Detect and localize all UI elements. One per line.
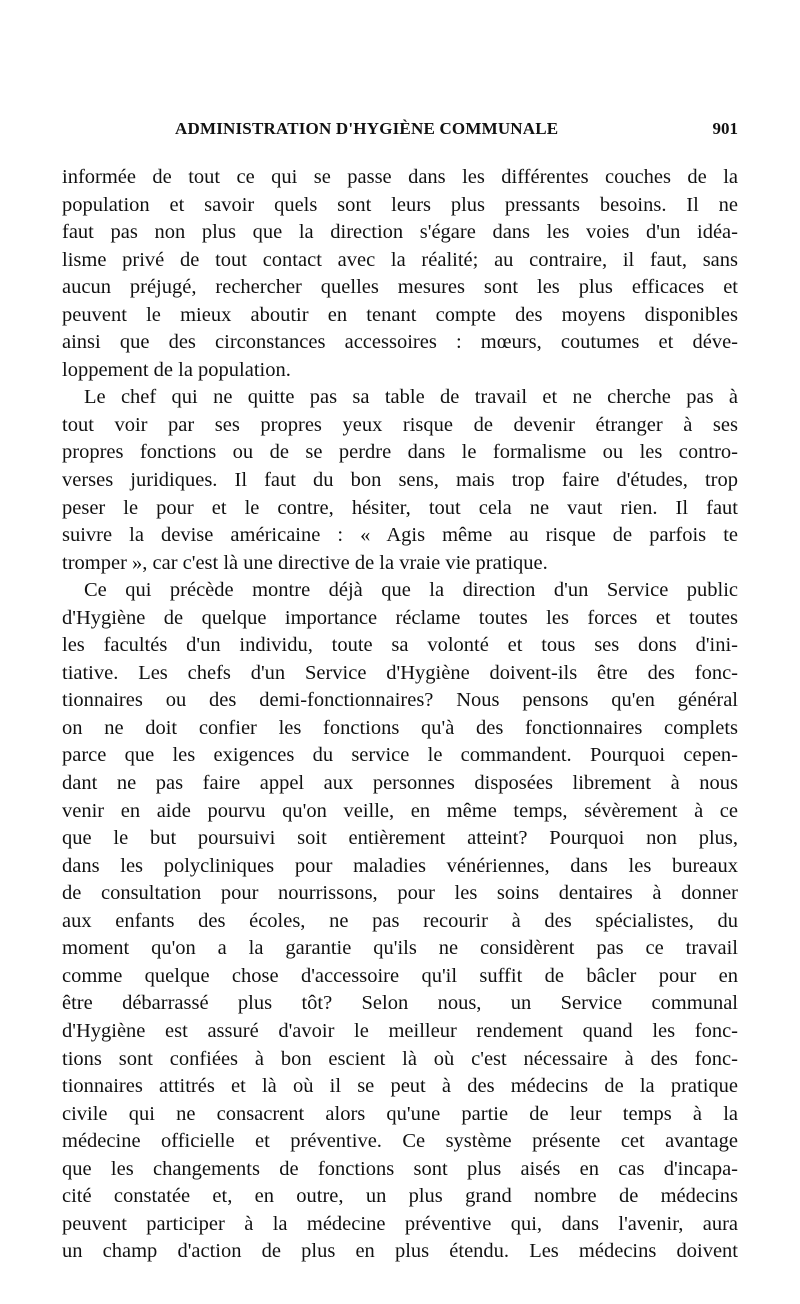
- text-line: moment qu'on a la garantie qu'ils ne considèrent pas ce travail: [62, 937, 738, 960]
- text-line: d'Hygiène de quelque importance réclame toutes les forces et toutes: [62, 606, 738, 629]
- page-number: 901: [712, 119, 738, 138]
- text-line: tionnaires attitrés et là où il se peut à des médecins de la pratique: [62, 1075, 738, 1098]
- text-line: ainsi que des circonstances accessoires : mœurs, coutumes et déve-: [62, 331, 738, 354]
- body-text: [62, 164, 738, 1266]
- text-line: tromper », car c'est là une directive de la vraie vie pratique.: [62, 551, 548, 574]
- text-line: aux enfants des écoles, ne pas recourir à des spécialistes, du: [62, 909, 738, 932]
- text-line: comme quelque chose d'accessoire qu'il suffit de bâcler pour en: [62, 964, 738, 987]
- text-line: de consultation pour nourrissons, pour les soins dentaires à donner: [62, 882, 738, 905]
- text-line: Ce qui précède montre déjà que la direction d'un Service public: [84, 579, 738, 602]
- text-line: propres fonctions ou de se perdre dans le formalisme ou les contro-: [62, 441, 738, 464]
- text-line: informée de tout ce qui se passe dans les différentes couches de la: [62, 166, 738, 188]
- paragraph-2: [62, 384, 738, 577]
- text-line: verses juridiques. Il faut du bon sens, mais trop faire d'études, trop: [62, 469, 738, 492]
- text-line: que le but poursuivi soit entièrement atteint? Pourquoi non plus,: [62, 827, 738, 850]
- paragraph-3: [62, 577, 738, 1266]
- text-line: médecine officielle et préventive. Ce système présente cet avantage: [62, 1130, 738, 1153]
- text-line: dans les polycliniques pour maladies vénériennes, dans les bureaux: [62, 854, 738, 877]
- text-line: tions sont confiées à bon escient là où c'est nécessaire à des fonc-: [62, 1047, 738, 1070]
- text-line: peuvent participer à la médecine préventive qui, dans l'avenir, aura: [62, 1212, 738, 1235]
- text-line: lisme privé de tout contact avec la réalité; au contraire, il faut, sans: [62, 248, 738, 271]
- text-line: d'Hygiène est assuré d'avoir le meilleur rendement quand les fonc-: [62, 1019, 738, 1042]
- text-line: peser le pour et le contre, hésiter, tout cela ne vaut rien. Il faut: [62, 496, 738, 519]
- running-header: [62, 119, 738, 143]
- text-line: cité constatée et, en outre, un plus grand nombre de médecins: [62, 1185, 738, 1208]
- text-line: venir en aide pourvu qu'on veille, en même temps, sévèrement à ce: [62, 799, 738, 822]
- text-line: population et savoir quels sont leurs plus pressants besoins. Il ne: [62, 193, 738, 216]
- text-line: loppement de la population.: [62, 358, 291, 381]
- text-line: que les changements de fonctions sont plus aisés en cas d'incapa-: [62, 1157, 738, 1180]
- text-line: tionnaires ou des demi-fonctionnaires? Nous pensons qu'en général: [62, 689, 738, 712]
- text-line: on ne doit confier les fonctions qu'à des fonctionnaires complets: [62, 716, 738, 739]
- text-line: civile qui ne consacrent alors qu'une partie de leur temps à la: [62, 1102, 738, 1125]
- text-line: tiative. Les chefs d'un Service d'Hygiène doivent-ils être des fonc-: [62, 661, 738, 684]
- text-line: aucun préjugé, rechercher quelles mesures sont les plus efficaces et: [62, 276, 738, 299]
- text-line: peuvent le mieux aboutir en tenant compte des moyens disponibles: [62, 303, 738, 326]
- text-line: faut pas non plus que la direction s'égare dans les voies d'un idéa-: [62, 221, 738, 244]
- text-line: dant ne pas faire appel aux personnes disposées librement à nous: [62, 772, 738, 795]
- running-title: ADMINISTRATION D'HYGIÈNE COMMUNALE: [175, 119, 559, 138]
- paragraph-1: [62, 164, 738, 384]
- text-line: Le chef qui ne quitte pas sa table de travail et ne cherche pas à: [84, 386, 738, 409]
- text-line: un champ d'action de plus en plus étendu. Les médecins doivent: [62, 1240, 738, 1263]
- text-line: suivre la devise américaine : « Agis même au risque de parfois te: [62, 524, 738, 547]
- text-line: les facultés d'un individu, toute sa volonté et tous ses dons d'ini-: [62, 634, 738, 657]
- text-line: parce que les exigences du service le commandent. Pourquoi cepen-: [62, 744, 738, 767]
- text-line: être débarrassé plus tôt? Selon nous, un Service communal: [62, 992, 738, 1015]
- text-line: tout voir par ses propres yeux risque de devenir étranger à ses: [62, 413, 738, 436]
